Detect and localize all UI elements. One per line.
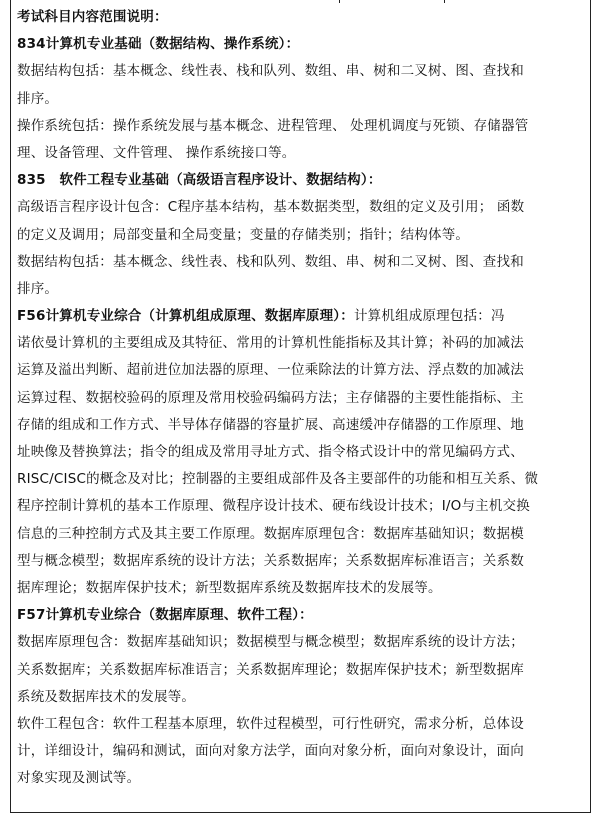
body-text: 据库理论；数据库保护技术；新型数据库系统及数据库技术的发展等。 — [17, 579, 442, 596]
body-text: 运算过程、数据校验码的原理及常用校验码编码方法；主存储器的主要性能指标、主 — [17, 389, 524, 406]
section-heading: F57计算机专业综合（数据库原理、软件工程）： — [17, 607, 313, 624]
text-line — [17, 684, 585, 711]
body-text: 数据库原理包含：数据库基础知识；数据模型与概念模型；数据库系统的设计方法； — [17, 634, 524, 651]
body-text: 运算及溢出判断、超前进位加法器的原理、一位乘除法的计算方法、浮点数的加减法 — [17, 362, 524, 379]
text-line — [17, 657, 585, 684]
body-text: 址映像及替换算法；指令的组成及常用寻址方式、指令格式设计中的常见编码方式、 — [17, 444, 524, 460]
body-text: 系统及数据库技术的发展等。 — [17, 688, 196, 705]
body-text: RISC/CISC的概念及对比；控制器的主要组成部件及各主要部件的功能和相互关系、微 — [17, 471, 539, 488]
text-line — [17, 58, 585, 85]
body-text: 操作系统包括：操作系统发展与基本概念、进程管理、 处理机调度与死锁、存储器管 — [17, 117, 529, 134]
text-line — [17, 493, 585, 520]
body-text: 高级语言程序设计包含：C程序基本结构，基本数据类型，数组的定义及引用； 函数 — [17, 199, 525, 216]
section-heading: 834计算机专业基础（数据结构、操作系统）： — [17, 36, 300, 53]
text-line — [17, 303, 585, 330]
text-line — [17, 222, 585, 249]
text-line — [17, 276, 585, 303]
body-text: 排序。 — [17, 90, 59, 107]
section-heading: 835 软件工程专业基础（高级语言程序设计、数据结构）： — [17, 172, 382, 189]
body-text: 型与概念模型；数据库系统的设计方法；关系数据库；关系数据库标准语言；关系数 — [17, 552, 524, 569]
text-line — [17, 575, 585, 602]
text-line — [17, 86, 585, 113]
text-line — [17, 412, 585, 439]
exam-scope-description — [17, 4, 585, 792]
text-line — [17, 357, 585, 384]
text-line — [17, 167, 585, 194]
body-text: 软件工程包含：软件工程基本原理，软件过程模型，可行性研究，需求分析，总体设 — [17, 715, 524, 732]
text-line — [17, 629, 585, 656]
text-line — [17, 385, 585, 412]
body-text: 数据结构包括：基本概念、线性表、栈和队列、数组、串、树和二叉树、图、查找和 — [17, 253, 524, 270]
text-line — [17, 711, 585, 738]
body-text: 存储的组成和工作方式、半导体存储器的容量扩展、高速缓冲存储器的工作原理、地 — [17, 416, 524, 433]
body-text: 数据结构包括：基本概念、线性表、栈和队列、数组、串、树和二叉树、图、查找和 — [17, 63, 524, 80]
text-line — [17, 765, 585, 792]
text-line — [17, 466, 585, 493]
body-text: 关系数据库；关系数据库标准语言；关系数据库理论；数据库保护技术；新型数据库 — [17, 661, 524, 678]
text-line — [17, 330, 585, 357]
body-text: 计算机组成原理包括：冯 — [353, 308, 505, 325]
body-text: 计，详细设计，编码和测试，面向对象方法学，面向对象分析，面向对象设计，面向 — [17, 743, 524, 760]
body-text: 排序。 — [17, 280, 59, 297]
body-text: 理、设备管理、文件管理、 操作系统接口等。 — [17, 144, 296, 161]
text-line — [17, 4, 585, 31]
text-line — [17, 738, 585, 765]
text-line — [17, 113, 585, 140]
text-line — [17, 521, 585, 548]
body-text: 的定义及调用；局部变量和全局变量；变量的存储类别；指针；结构体等。 — [17, 226, 470, 243]
text-line — [17, 194, 585, 221]
body-text: 程序控制计算机的基本工作原理、微程序设计技术、硬布线设计技术；I/O与主机交换 — [17, 498, 530, 515]
body-text: 诺依曼计算机的主要组成及其特征、常用的计算机性能指标及其计算；补码的加减法 — [17, 335, 524, 352]
text-line — [17, 31, 585, 58]
body-text: 信息的三种控制方式及其主要工作原理。数据库原理包含：数据库基础知识；数据模 — [17, 525, 524, 542]
text-line — [17, 249, 585, 276]
text-line — [17, 140, 585, 167]
section-heading: F56计算机专业综合（计算机组成原理、数据库原理）： — [17, 308, 354, 325]
body-text: 对象实现及测试等。 — [17, 770, 141, 787]
text-line — [17, 602, 585, 629]
text-line — [17, 548, 585, 575]
section-heading: 考试科目内容范围说明： — [17, 9, 168, 25]
text-line — [17, 439, 585, 466]
